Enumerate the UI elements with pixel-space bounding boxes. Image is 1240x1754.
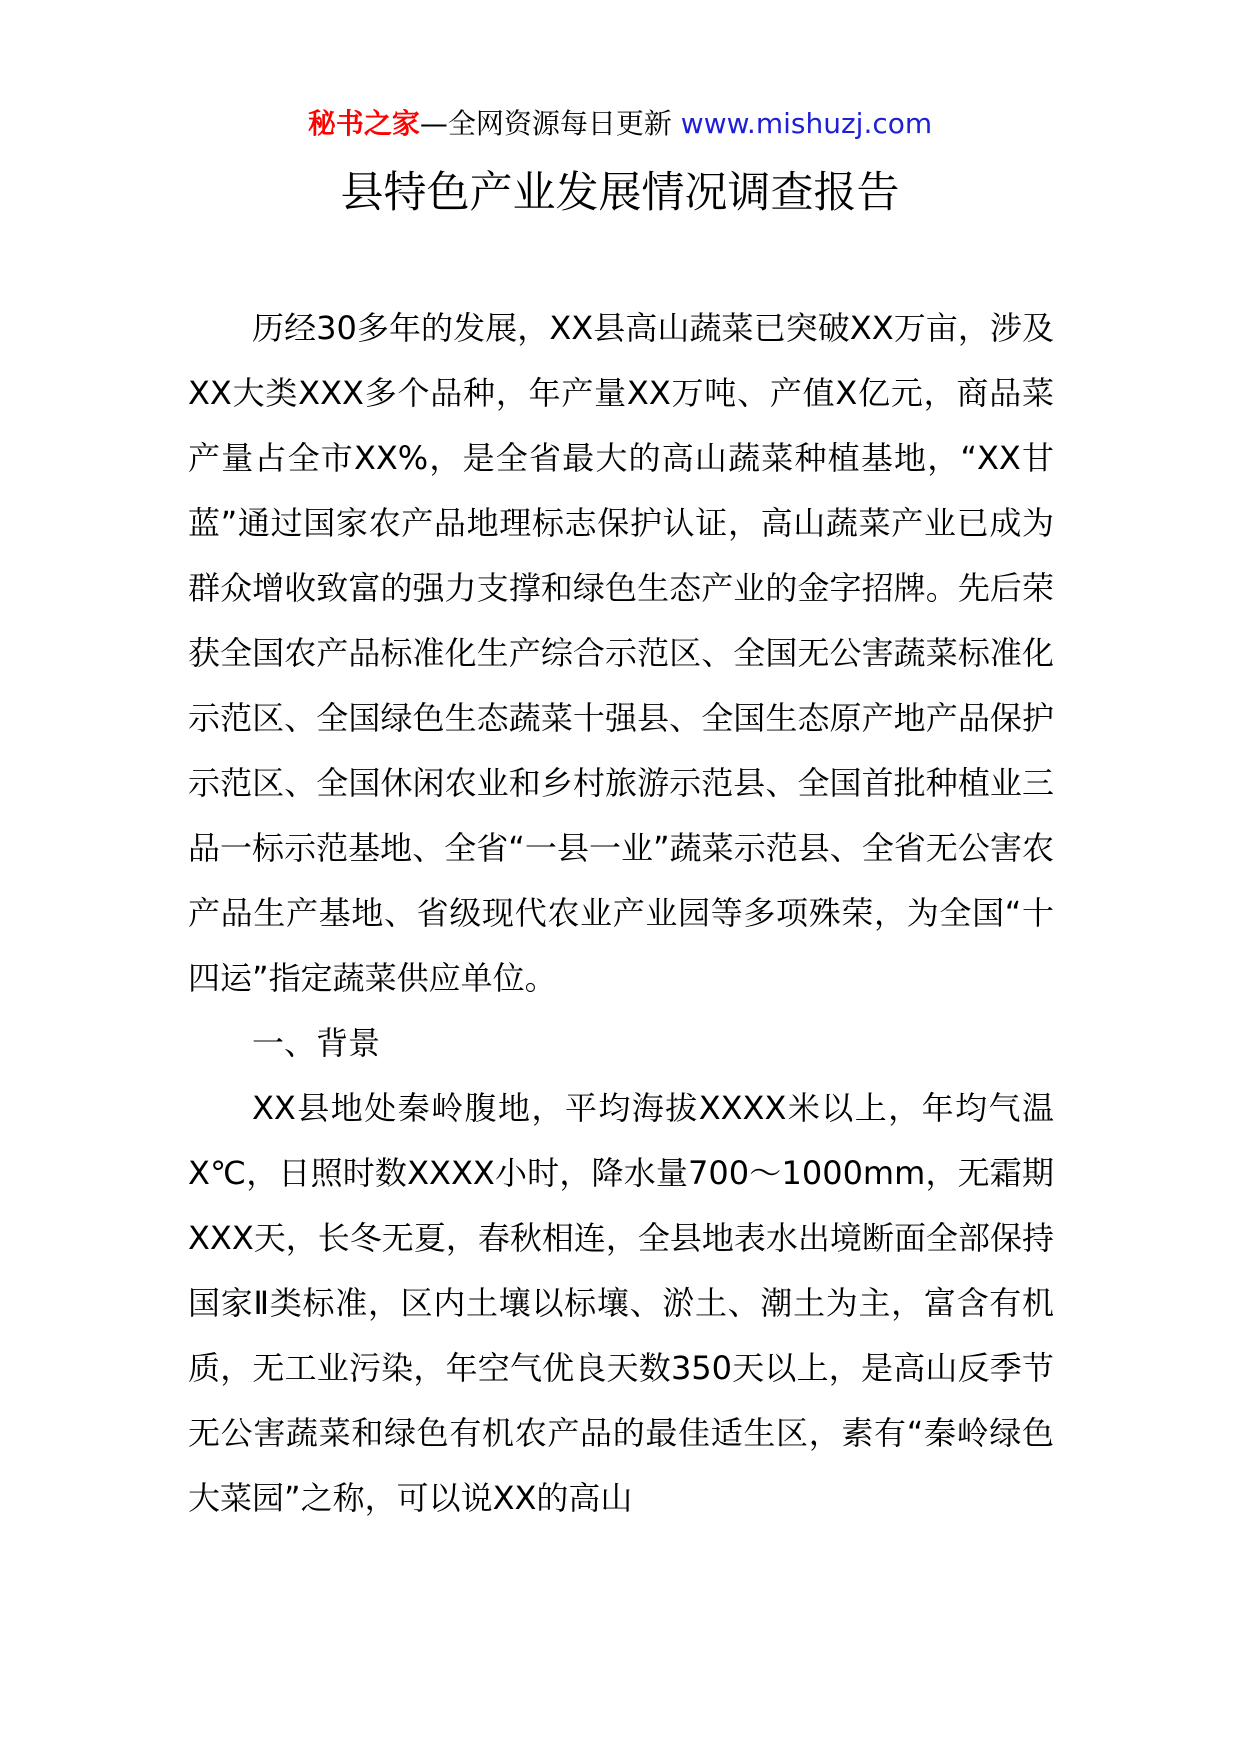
banner-slogan: —全网资源每日更新: [419, 107, 672, 140]
intro-paragraph: 历经30多年的发展，XX县高山蔬菜已突破XX万亩，涉及XX大类XXX多个品种，年产量XX万吨、产值X亿元，商品菜产量占全市XX%，是全省最大的高山蔬菜种植基地，“XX甘蓝”通过国家农产品地理标志保护认证，高山蔬菜产业已成为群众增收致富的强力支撑和绿色生态产业的金字招牌。先后荣获全国农产品标准化生产综合示范区、全国无公害蔬菜标准化示范区、全国绿色生态蔬菜十强县、全国生态原产地产品保护示范区、全国休闲农业和乡村旅游示范县、全国首批种植业三品一标示范基地、全省“一县一业”蔬菜示范县、全省无公害农产品生产基地、省级现代农业产业园等多项殊荣，为全国“十四运”指定蔬菜供应单位。: [188, 309, 1054, 997]
site-banner: [0, 104, 1240, 144]
document-title: 县特色产业发展情况调查报告: [340, 168, 900, 218]
site-url-link[interactable]: www.mishuzj.com: [680, 107, 933, 140]
section-heading-background: 一、背景: [252, 1024, 381, 1062]
background-paragraph: XX县地处秦岭腹地，平均海拔XXXX米以上，年均气温X℃，日照时数XXXX小时，降水量700～1000mm，无霜期XXX天，长冬无夏，春秋相连，全县地表水出境断面全部保持国家Ⅱ类标准，区内土壤以标壤、淤土、潮土为主，富含有机质，无工业污染，年空气优良天数350天以上，是高山反季节无公害蔬菜和绿色有机农产品的最佳适生区，素有“秦岭绿色大菜园”之称，可以说XX的高山: [188, 1089, 1054, 1517]
brand-name: 秘书之家: [307, 107, 420, 140]
document-body: [188, 296, 1054, 1531]
